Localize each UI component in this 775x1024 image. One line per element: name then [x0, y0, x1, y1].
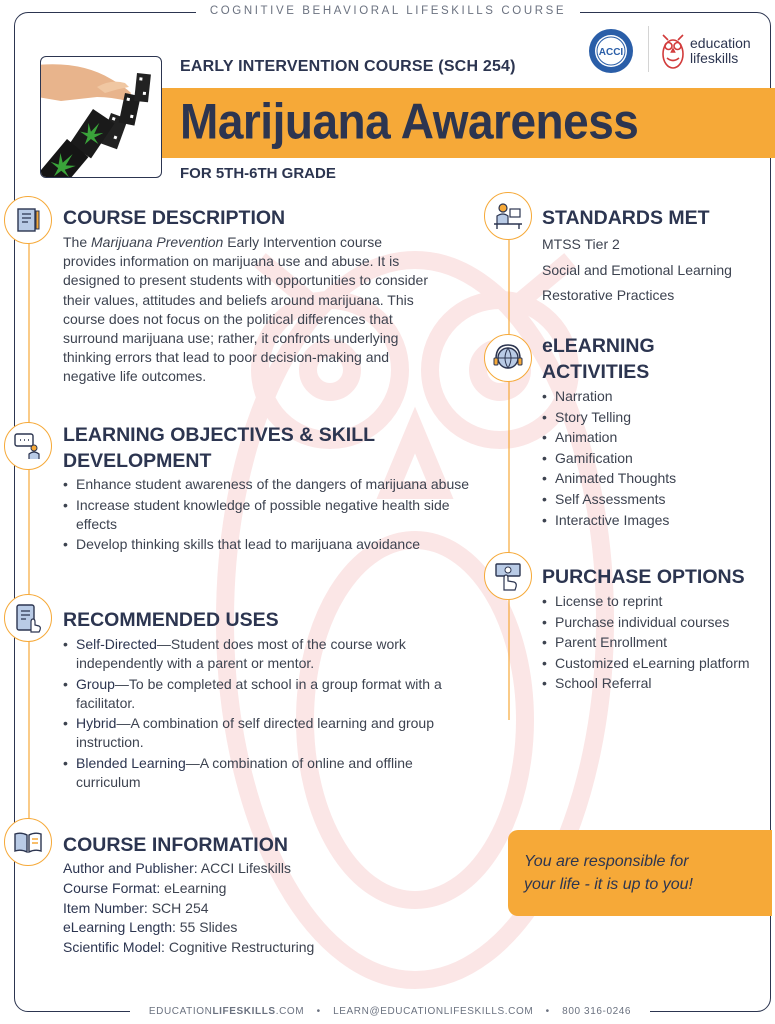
list-item: • Self-Directed—Student does most of the course work independently with a parent or mentor.: [63, 635, 463, 673]
elearning-activities-heading: eLEARNING ACTIVITIES: [542, 335, 655, 383]
purchase-options-heading: PURCHASE OPTIONS: [542, 566, 745, 588]
list-item: • School Referral: [542, 674, 767, 693]
info-row: eLearning Length: 55 Slides: [63, 919, 238, 936]
list-item: • Animation: [542, 428, 762, 447]
list-item: • Animated Thoughts: [542, 469, 762, 488]
purchase-options-icon-badge: [484, 552, 532, 600]
list-item: • Narration: [542, 387, 762, 406]
course-subtitle: EARLY INTERVENTION COURSE (SCH 254): [180, 58, 516, 75]
standards-met-heading: STANDARDS MET: [542, 207, 710, 229]
list-item: MTSS Tier 2: [542, 236, 620, 252]
desk-person-icon: [492, 200, 524, 232]
list-item: • Interactive Images: [542, 511, 762, 530]
footer-email[interactable]: LEARN@EDUCATIONLIFESKILLS.COM: [333, 1006, 534, 1017]
course-information-icon-badge: [4, 818, 52, 866]
elearning-activities-list: [542, 387, 762, 531]
speech-bubble-icon: [12, 430, 44, 462]
right-timeline: [508, 240, 510, 720]
globe-headset-icon: [492, 342, 524, 374]
footer-contact: EDUCATIONLIFESKILLS.COM • LEARN@EDUCATIONLIFESKILLS.COM • 800 316-0246: [148, 1006, 632, 1017]
list-item: Restorative Practices: [542, 287, 675, 303]
education-lifeskills-logo: education lifeskills: [690, 35, 751, 66]
learning-objectives-list: [63, 475, 483, 556]
info-row: Course Format: eLearning: [63, 879, 227, 896]
hand-dominoes-icon: [41, 57, 162, 178]
elearning-activities-icon-badge: [484, 334, 532, 382]
grade-label: FOR 5TH-6TH GRADE: [180, 165, 336, 182]
list-item: • Develop thinking skills that lead to marijuana avoidance: [63, 535, 483, 554]
list-item: • Group—To be completed at school in a group format with a facilitator.: [63, 675, 463, 713]
list-item: • Gamification: [542, 449, 762, 468]
list-item: • Increase student knowledge of possible negative health side effects: [63, 496, 483, 534]
course-description-icon-badge: [4, 196, 52, 244]
list-item: • Parent Enrollment: [542, 633, 767, 652]
list-item: • Blended Learning—A combination of online and offline curriculum: [63, 754, 463, 792]
callout-text: You are responsible for your life - it is up to you!: [524, 853, 693, 893]
list-item: • Customized eLearning platform: [542, 654, 767, 673]
seal-text: ACCI: [598, 47, 624, 58]
open-book-icon: [12, 826, 44, 858]
page-title: Marijuana Awareness: [180, 93, 639, 150]
course-information-details: [63, 859, 483, 958]
notebook-icon: [13, 205, 43, 235]
logo-divider: [648, 26, 649, 72]
info-row: Item Number: SCH 254: [63, 899, 209, 916]
course-description-heading: COURSE DESCRIPTION: [63, 207, 286, 229]
learning-objectives-heading: LEARNING OBJECTIVES & SKILL DEVELOPMENT: [63, 424, 376, 472]
course-type-label: COGNITIVE BEHAVIORAL LIFESKILLS COURSE: [209, 5, 567, 17]
hand-money-icon: [492, 560, 524, 592]
hero-image: [40, 56, 162, 178]
standards-met-icon-badge: [484, 192, 532, 240]
list-item: • Hybrid—A combination of self directed learning and group instruction.: [63, 714, 463, 752]
learning-objectives-icon-badge: [4, 422, 52, 470]
list-item: • License to reprint: [542, 592, 767, 611]
info-row: Scientific Model: Cognitive Restructuring: [63, 939, 315, 956]
list-item: • Purchase individual courses: [542, 613, 767, 632]
info-row: Author and Publisher: ACCI Lifeskills: [63, 860, 292, 876]
course-name-italic: Marijuana Prevention: [91, 234, 224, 250]
recommended-uses-heading: RECOMMENDED USES: [63, 609, 279, 631]
left-timeline: [28, 240, 30, 840]
course-description-text: The Marijuana Prevention Early Intervention course provides information on marijuana use and abuse. It is designed to present students with opportunities to consider their values, attitudes and beliefs around marijuana. This course does not focus on the political differences that surround marijuana use; rather, it confronts underlying thinking errors that lead to poor decision-making and negative life outcomes.: [63, 234, 429, 385]
course-information-heading: COURSE INFORMATION: [63, 834, 288, 856]
footer-phone[interactable]: 800 316-0246: [562, 1006, 632, 1017]
footer-website[interactable]: EDUCATIONLIFESKILLS.COM: [148, 1006, 305, 1017]
acci-seal-icon: [588, 28, 634, 74]
tablet-touch-icon: [12, 602, 44, 634]
recommended-uses-icon-badge: [4, 594, 52, 642]
list-item: • Story Telling: [542, 408, 762, 427]
purchase-options-list: [542, 592, 767, 695]
list-item: Social and Emotional Learning: [542, 261, 732, 278]
list-item: • Enhance student awareness of the dangers of marijuana abuse: [63, 475, 483, 494]
owl-logo-icon: [660, 32, 686, 70]
standards-met-list: [542, 232, 732, 309]
recommended-uses-list: [63, 635, 463, 793]
list-item: • Self Assessments: [542, 490, 762, 509]
